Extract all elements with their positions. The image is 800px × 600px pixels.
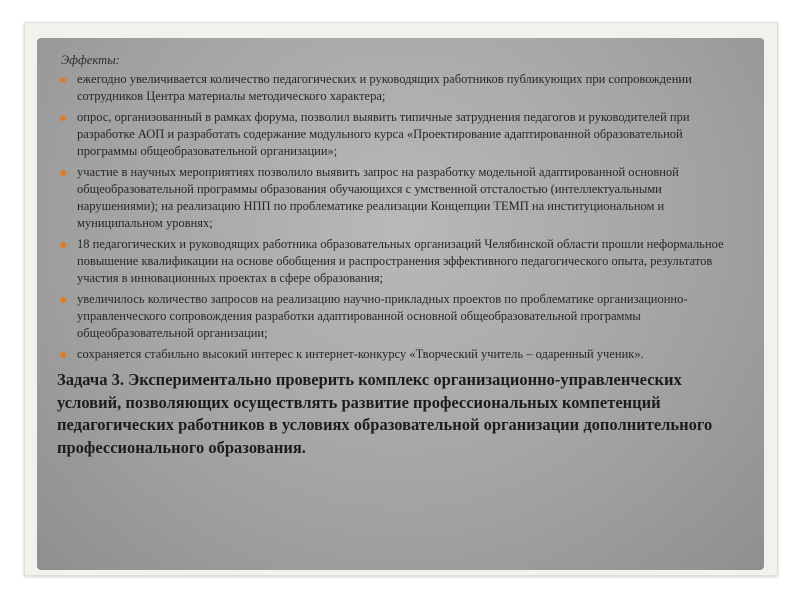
effects-item-text: 18 педагогических и руководящих работника образовательных организаций Челябинской области прошли неформальное повышение квалификации на основе обобщения и распространения эффективного педагогического опыта, результатов участия в инновационных проектах в сфере образования;	[77, 237, 724, 285]
bullet-icon	[60, 77, 66, 83]
bullet-icon	[60, 115, 66, 121]
effects-list-item	[57, 291, 740, 342]
effects-item-text: опрос, организованный в рамках форума, позволил выявить типичные затруднения педагогов и руководителей при разработке АОП и разработать содержание модульного курса «Проектирование адаптированной образовательной программы общеобразовательной организации»;	[77, 110, 690, 158]
effects-item-text: сохраняется стабильно высокий интерес к интернет-конкурсу «Творческий учитель – одаренный ученик».	[77, 347, 644, 361]
effects-item-text: ежегодно увеличивается количество педагогических и руководящих работников публикующих при сопровождении сотрудников Центра материалы методического характера;	[77, 72, 692, 103]
bullet-icon	[60, 170, 66, 176]
effects-list-item	[57, 164, 740, 232]
slide-content-panel	[37, 38, 764, 570]
effects-list	[57, 71, 740, 363]
effects-list-item	[57, 236, 740, 287]
effects-heading: Эффекты:	[61, 53, 120, 67]
effects-list-item	[57, 109, 740, 160]
effects-list-item	[57, 71, 740, 105]
bullet-icon	[60, 297, 66, 303]
effects-item-text: увеличилось количество запросов на реализацию научно-прикладных проектов по проблематике организационно-управленческого сопровождения разработки адаптированной основной общеобразовательной программы общеобразовательной организации;	[77, 292, 688, 340]
bullet-icon	[60, 352, 66, 358]
effects-item-text: участие в научных мероприятиях позволило выявить запрос на разработку модельной адаптированной основной общеобразовательной программы образования обучающихся с умственной отсталостью (интеллектуальными нарушениями); на реализацию НПП по проблематике реализации Концепции ТЕМП на институциональном и муниципальном уровнях;	[77, 165, 679, 230]
effects-list-item	[57, 346, 740, 363]
task-heading: Задача 3. Экспериментально проверить комплекс организационно-управленческих условий, позволяющих осуществлять развитие профессиональных компетенций педагогических работников в условиях образовательной организации дополнительного профессионального образования.	[57, 370, 713, 457]
bullet-icon	[60, 242, 66, 248]
